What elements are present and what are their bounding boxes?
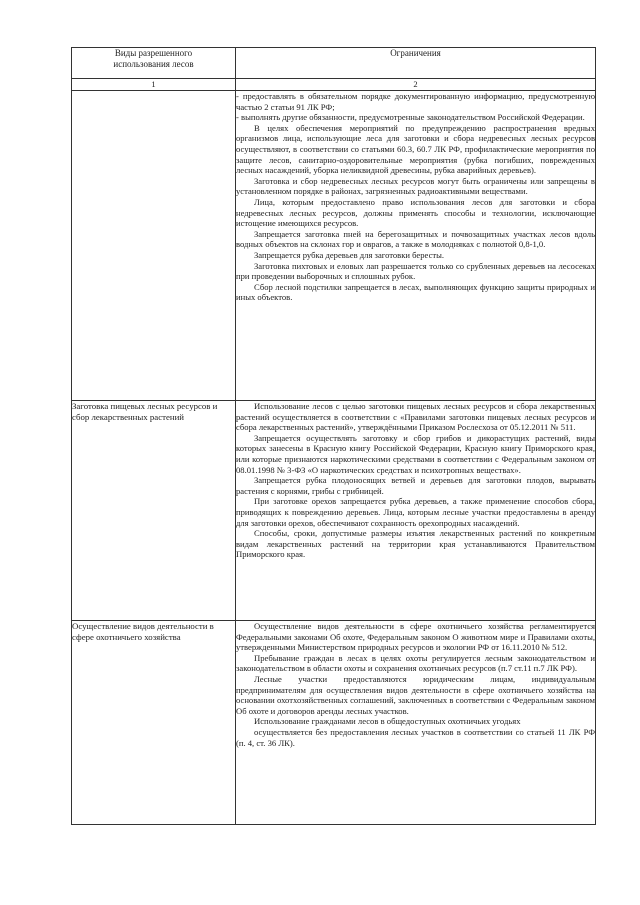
restriction-paragraph: Лесные участки предоставляются юридическим лицам, индивидуальным предпринимателям для осуществления видов деятельности в сфере охотничьего хозяйства на основании охотхозяйственных соглашений, заключенных в соответствии с Федеральным законом Об охоте и договоров аренды лесных участков. bbox=[236, 673, 595, 716]
header-restrictions: Ограничения bbox=[236, 48, 596, 79]
restriction-paragraph: Запрещается осуществлять заготовку и сбор грибов и дикорастущих растений, виды которых занесены в Красную книгу Российской Федерации, Красную книгу Приморского края, или которые признаются наркотическими средствами в соответствии с Федеральным законом от 08.01.1998 № 3-ФЗ «О наркотических средствах и психотропных веществах». bbox=[236, 432, 595, 475]
table-header-row bbox=[72, 48, 596, 79]
column-number-row bbox=[72, 79, 596, 91]
column-number-2: 2 bbox=[236, 79, 596, 91]
usage-type-cell: Осуществление видов деятельности в сфере охотничьего хозяйства bbox=[72, 621, 236, 825]
restrictions-cell bbox=[236, 621, 596, 825]
table-row bbox=[72, 621, 596, 825]
restriction-paragraph: осуществляется без предоставления лесных участков в соответствии со статьей 11 ЛК РФ (п. 4, ст. 36 ЛК). bbox=[236, 726, 595, 748]
restriction-paragraph: В целях обеспечения мероприятий по предупреждению распространения вредных организмов лица, использующие леса для заготовки и сбора недревесных лесных ресурсов осуществляют, в соответствии со статьями 60.3, 60.7 ЛК РФ, профилактические мероприятия по защите лесов, санитарно-оздоровительные мероприятия (рубка погибших, поврежденных лесных насаждений, уборка неликвидной древесины, рубка аварийных деревьев). bbox=[236, 122, 595, 176]
restriction-paragraph: Заготовка пихтовых и еловых лап разрешается только со срубленных деревьев на лесосеках при проведении выборочных и сплошных рубок. bbox=[236, 260, 595, 282]
restriction-paragraph: Использование гражданами лесов в общедоступных охотничьих угодьях bbox=[254, 716, 521, 727]
restriction-paragraph: Запрещается рубка деревьев для заготовки бересты. bbox=[254, 249, 445, 260]
restriction-paragraph: Заготовка и сбор недревесных лесных ресурсов могут быть ограничены или запрещены в установленном порядке в районах, загрязненных радиоактивными веществами. bbox=[236, 175, 595, 197]
header-usage-types bbox=[72, 48, 236, 79]
restrictions-cell bbox=[236, 91, 596, 401]
usage-type-cell bbox=[72, 91, 236, 401]
restriction-paragraph: Запрещается рубка плодоносящих ветвей и деревьев для заготовки плодов, вырывать растения с корнями, грибы с грибницей. bbox=[236, 475, 595, 496]
table-row bbox=[72, 91, 596, 401]
restriction-paragraph: При заготовке орехов запрещается рубка деревьев, а также применение способов сбора, приводящих к повреждению деревьев. Лица, которым лесные участки предоставлены в аренду для заготовки орехов, обеспечивают сохранность орехопродных насаждений. bbox=[236, 496, 595, 528]
restriction-paragraph: Сбор лесной подстилки запрещается в лесах, выполняющих функцию защиты природных и иных объектов. bbox=[236, 281, 595, 303]
usage-type-cell: Заготовка пищевых лесных ресурсов и сбор лекарственных растений bbox=[72, 401, 236, 621]
restriction-paragraph: Лица, которым предоставлено право использования лесов для заготовки и сбора недревесных лесных ресурсов, должны применять способы и технологии, исключающие истощение имеющихся ресурсов. bbox=[236, 196, 595, 229]
restrictions-table bbox=[71, 47, 596, 825]
restriction-paragraph: Способы, сроки, допустимые размеры изъятия лекарственных растений по конкретным видам лекарственных растений на территории края устанавливаются Правительством Приморского края. bbox=[236, 528, 595, 560]
restriction-paragraph: - выполнять другие обязанности, предусмотренные законодательством Российской Федерации. bbox=[236, 112, 585, 123]
table-row bbox=[72, 401, 596, 621]
header-usage-types-line1: Виды разрешенного bbox=[114, 48, 193, 58]
restrictions-cell bbox=[236, 401, 596, 621]
restriction-paragraph: Использование лесов с целью заготовки пищевых лесных ресурсов и сбора лекарственных растений осуществляется в соответствии с «Правилами заготовки пищевых лесных ресурсов и сбора лекарственных растений», утверждёнными Приказом Рослесхоза от 05.12.2011 № 511. bbox=[236, 401, 595, 433]
restriction-paragraph: Пребывание граждан в лесах в целях охоты регулируется лесным законодательством и законодательством в области охоты и сохранения охотничьих ресурсов (п.7 ст.11 п.7 ЛК РФ). bbox=[236, 652, 595, 674]
column-number-1: 1 bbox=[72, 79, 236, 91]
restriction-paragraph: - предоставлять в обязательном порядке документированную информацию, предусмотренную частью 2 статьи 91 ЛК РФ; bbox=[236, 91, 595, 112]
header-usage-types-line2: использования лесов bbox=[113, 59, 194, 69]
restriction-paragraph: Осуществление видов деятельности в сфере охотничьего хозяйства регламентируется Федеральными законами Об охоте, Федеральным законом О животном мире и Правилами охоты, утвержденными Министерством природных ресурсов и экологии РФ от 16.11.2010 № 512. bbox=[236, 621, 595, 653]
restriction-paragraph: Запрещается заготовка пней на берегозащитных и почвозащитных участках лесов вдоль водных объектов на склонах гор и оврагов, а также в молодняках с полнотой 0,8-1,0. bbox=[236, 228, 595, 250]
